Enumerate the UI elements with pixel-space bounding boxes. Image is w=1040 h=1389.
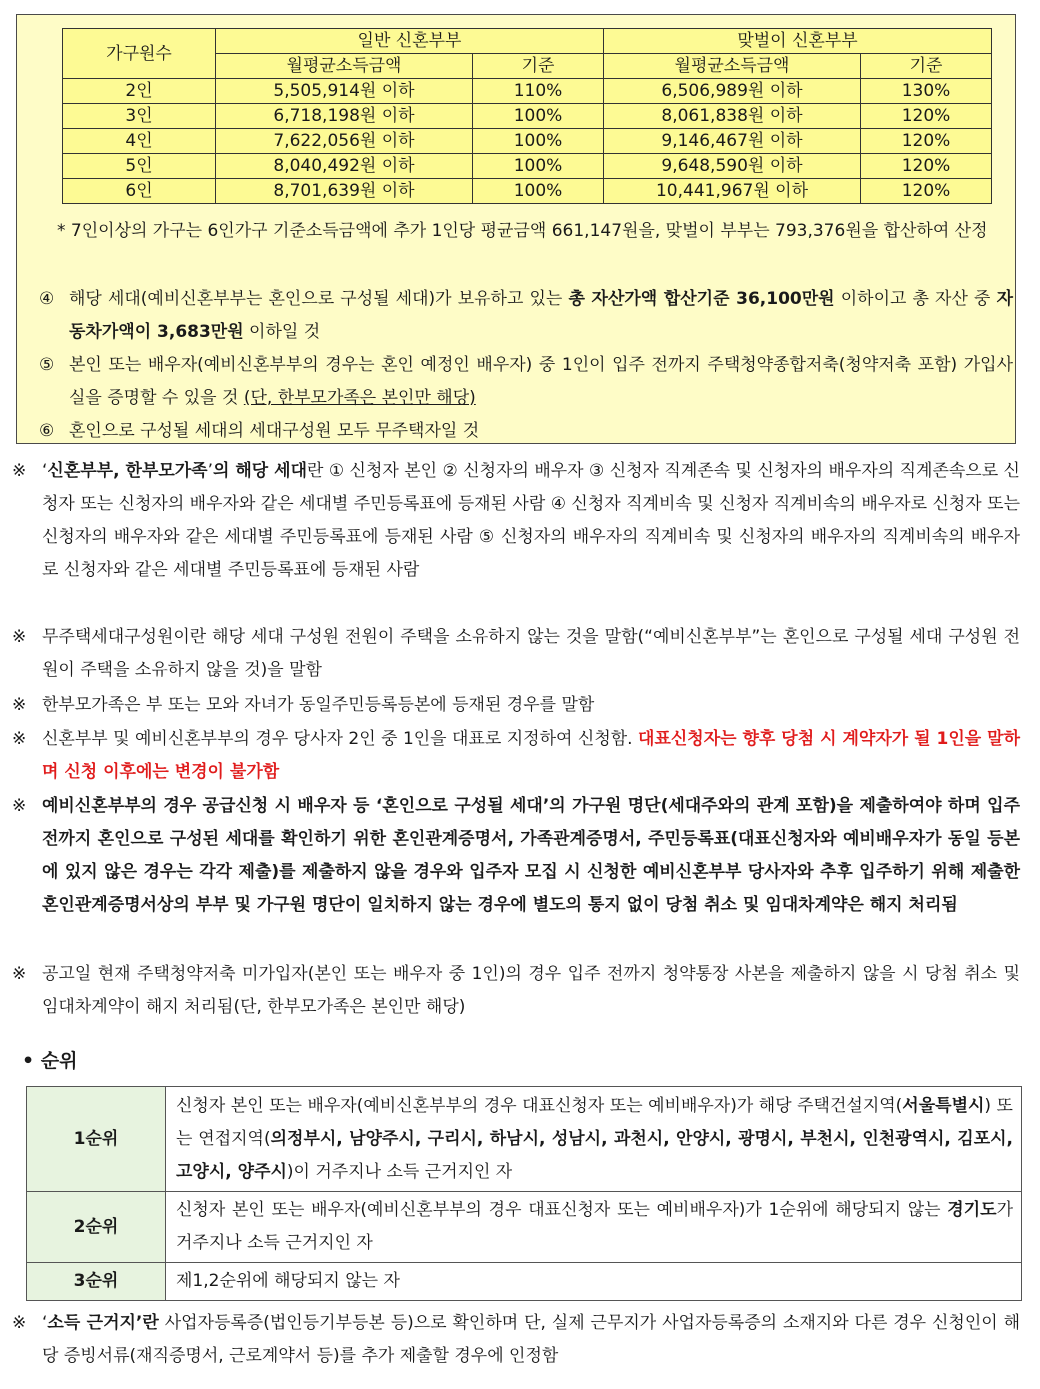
general-ratio: 100% — [473, 154, 604, 179]
item4-text: 해당 세대(예비신혼부부는 혼인으로 구성될 세대)가 보유하고 있는 — [69, 289, 569, 309]
rank-1-desc — [166, 1087, 1022, 1192]
rank-3-desc: 제1,2순위에 해당되지 않는 자 — [166, 1263, 1022, 1301]
note-prospective-couple — [12, 790, 1020, 922]
income-footnote: * 7인이상의 가구는 6인가구 기준소득금액에 추가 1인당 평균금액 661,147원을, 맞벌이 부부는 793,376원을 합산하여 산정 — [57, 221, 988, 241]
note-income-base-term: 소득 근거지’란 — [47, 1313, 159, 1333]
note-single-parent-text: 한부모가족은 부 또는 모와 자녀가 동일주민등록등본에 등재된 경우를 말함 — [42, 695, 595, 715]
general-amount: 7,622,056원 이하 — [216, 129, 473, 154]
table-row — [63, 104, 992, 129]
sub-amount-dual: 월평균소득금액 — [604, 54, 861, 79]
note-representative — [12, 723, 1020, 789]
table-row — [27, 1192, 1022, 1263]
sub-amount-general: 월평균소득금액 — [216, 54, 473, 79]
dual-ratio: 130% — [861, 79, 992, 104]
circled-number-4: ④ — [39, 289, 55, 309]
condition-item-6 — [39, 415, 1013, 448]
note-savings-text: 공고일 현재 주택청약저축 미가입자(본인 또는 배우자 중 1인)의 경우 입주 전까지 청약통장 사본을 제출하지 않을 시 당첨 취소 및 임대차계약이 해지 처리됨(단, 한부모가족은 본인만 해당) — [42, 964, 1020, 1017]
general-amount: 8,701,639원 이하 — [216, 179, 473, 204]
income-table — [62, 28, 992, 204]
note-prospective-couple-text: 예비신혼부부의 경우 공급신청 시 배우자 등 ‘혼인으로 구성될 세대’의 가구원 명단(세대주와의 관계 포함)을 제출하여야 하며 입주 전까지 혼인으로 구성된 세대를 확인하기 위한 혼인관계증명서, 가족관계증명서, 주민등록표(대표신청자와 예비배우자가 동일 등본에 있지 않은 경우는 각각 제출)를 제출하지 않을 경우와 입주자 모집 시 신청한 예비신혼부부 당사자와 추후 입주하기 위해 제출한 혼인관계증명서상의 부부 및 가구원 명단이 일치하지 않는 경우에 별도의 통지 없이 당첨 취소 및 임대차계약은 해지 처리됨 — [42, 796, 1020, 915]
item4-text-2: 이하이고 총 자산 중 — [834, 289, 997, 309]
note-income-base — [12, 1307, 1020, 1373]
rank-2-text: 신청자 본인 또는 배우자(예비신혼부부의 경우 대표신청자 또는 예비배우자)가 1순위에 해당되지 않는 — [176, 1200, 948, 1220]
note-household-body: 란 ① 신청자 본인 ② 신청자의 배우자 ③ 신청자 직계존속 및 신청자의 배우자의 직계존속으로 신청자 또는 신청자의 배우자와 같은 세대별 주민등록표에 등재된 사람 ④ 신청자 직계비속 및 신청자 직계비속의 배우자로 신청자 또는 신청자의 배우자와 같은 세대별 주민등록표에 등재된 사람 ⑤ 신청자의 배우자의 직계비속 및 신청자의 배우자의 직계비속의 배우자로 신청자와 같은 세대별 주민등록표에 등재된 사람 — [42, 461, 1020, 580]
note-household-term: 신혼부부, 한부모가족 — [47, 461, 208, 481]
dual-amount: 8,061,838원 이하 — [604, 104, 861, 129]
household-size: 4인 — [63, 129, 216, 154]
note-homeless-text: 무주택세대구성원이란 해당 세대 구성원 전원이 주택을 소유하지 않는 것을 말함(“예비신혼부부”는 혼인으로 구성될 세대 구성원 전원이 주택을 소유하지 않을 것)을 말함 — [42, 627, 1020, 680]
rank-1-region: 서울특별시 — [902, 1095, 985, 1116]
sub-ratio-dual: 기준 — [861, 54, 992, 79]
rank-1-label: 1순위 — [27, 1087, 166, 1192]
rank-2-text-2: 가 거주지나 소득 근거지인 자 — [176, 1200, 1013, 1253]
general-ratio: 110% — [473, 79, 604, 104]
qualification-box — [16, 14, 1016, 444]
rank-1-text: 신청자 본인 또는 배우자(예비신혼부부의 경우 대표신청자 또는 예비배우자)가 해당 주택건설지역( — [176, 1095, 903, 1116]
item5-exception: (단, 한부모가족은 본인만 해당) — [243, 388, 476, 408]
table-row — [27, 1087, 1022, 1192]
asset-limit-text: 총 자산가액 합산기준 36,100만원 — [568, 289, 835, 309]
table-row — [63, 179, 992, 204]
item5-text: 본인 또는 배우자(예비신혼부부의 경우는 혼인 예정인 배우자) 중 1인이 입주 전까지 주택청약종합저축(청약저축 포함) 가입사실을 증명할 수 있을 것 — [69, 355, 1013, 408]
reference-mark: ※ — [12, 796, 27, 816]
general-amount: 8,040,492원 이하 — [216, 154, 473, 179]
circled-number-6: ⑥ — [39, 421, 55, 441]
item6-text: 혼인으로 구성될 세대의 세대구성원 모두 무주택자일 것 — [69, 421, 480, 441]
dual-ratio: 120% — [861, 129, 992, 154]
rank-2-label: 2순위 — [27, 1192, 166, 1263]
rank-table — [26, 1086, 1022, 1301]
note-single-parent — [12, 689, 1020, 722]
dual-ratio: 120% — [861, 179, 992, 204]
rank-1-text-3: )이 거주지나 소득 근거지인 자 — [286, 1161, 513, 1182]
rank-3-label: 3순위 — [27, 1263, 166, 1301]
dual-ratio: 120% — [861, 154, 992, 179]
dual-amount: 10,441,967원 이하 — [604, 179, 861, 204]
rank-1-text-2: ) 또는 연접지역( — [176, 1095, 1013, 1149]
note-household — [12, 455, 1020, 587]
table-row — [27, 1263, 1022, 1301]
reference-mark: ※ — [12, 695, 27, 715]
reference-mark: ※ — [12, 964, 27, 984]
dual-amount: 9,146,467원 이하 — [604, 129, 861, 154]
dual-amount: 6,506,989원 이하 — [604, 79, 861, 104]
reference-mark: ※ — [12, 461, 27, 481]
household-size: 5인 — [63, 154, 216, 179]
note-homeless — [12, 621, 1020, 687]
general-amount: 5,505,914원 이하 — [216, 79, 473, 104]
reference-mark: ※ — [12, 1313, 27, 1333]
dual-amount: 9,648,590원 이하 — [604, 154, 861, 179]
sub-ratio-general: 기준 — [473, 54, 604, 79]
general-amount: 6,718,198원 이하 — [216, 104, 473, 129]
table-row — [63, 79, 992, 104]
household-size: 2인 — [63, 79, 216, 104]
col-household-header: 가구원수 — [63, 29, 216, 79]
circled-number-5: ⑤ — [39, 355, 55, 375]
item4-text-3: 이하일 것 — [243, 322, 321, 342]
car-limit-text: 자동차가액이 3,683만원 — [69, 289, 1013, 342]
condition-item-4 — [39, 283, 1013, 349]
quote-open: ‘ — [42, 461, 48, 481]
quote-open: ‘ — [42, 1313, 48, 1333]
col-general-header: 일반 신혼부부 — [216, 29, 604, 54]
reference-mark: ※ — [12, 627, 27, 647]
table-row — [63, 154, 992, 179]
condition-item-5 — [39, 349, 1013, 415]
note-representative-warning: 대표신청자는 향후 당첨 시 계약자가 될 1인을 말하며 신청 이후에는 변경이 불가함 — [42, 729, 1020, 782]
rank-2-desc — [166, 1192, 1022, 1263]
rank-1-adjacent: 의정부시, 남양주시, 구리시, 하남시, 성남시, 과천시, 안양시, 광명시, 부천시, 인천광역시, 김포시, 고양시, 양주시 — [176, 1128, 1013, 1182]
table-row — [63, 129, 992, 154]
household-size: 3인 — [63, 104, 216, 129]
household-size: 6인 — [63, 179, 216, 204]
dual-ratio: 120% — [861, 104, 992, 129]
quote-close: ’ — [207, 461, 214, 481]
rank-2-region: 경기도 — [947, 1200, 997, 1220]
reference-mark: ※ — [12, 729, 27, 749]
col-dual-header: 맞벌이 신혼부부 — [604, 29, 992, 54]
general-ratio: 100% — [473, 179, 604, 204]
note-household-term-2: 의 해당 세대 — [213, 461, 308, 481]
rank-section-title: • 순위 — [22, 1050, 78, 1072]
general-ratio: 100% — [473, 104, 604, 129]
note-income-base-body: 사업자등록증(법인등기부등본 등)으로 확인하며 단, 실제 근무지가 사업자등록증의 소재지와 다른 경우 신청인이 해당 증빙서류(재직증명서, 근로계약서 등)를 추가 제출할 경우에 인정함 — [42, 1313, 1020, 1366]
general-ratio: 100% — [473, 129, 604, 154]
note-savings — [12, 958, 1020, 1024]
note-representative-text: 신혼부부 및 예비신혼부부의 경우 당사자 2인 중 1인을 대표로 지정하여 신청함. — [42, 729, 639, 749]
